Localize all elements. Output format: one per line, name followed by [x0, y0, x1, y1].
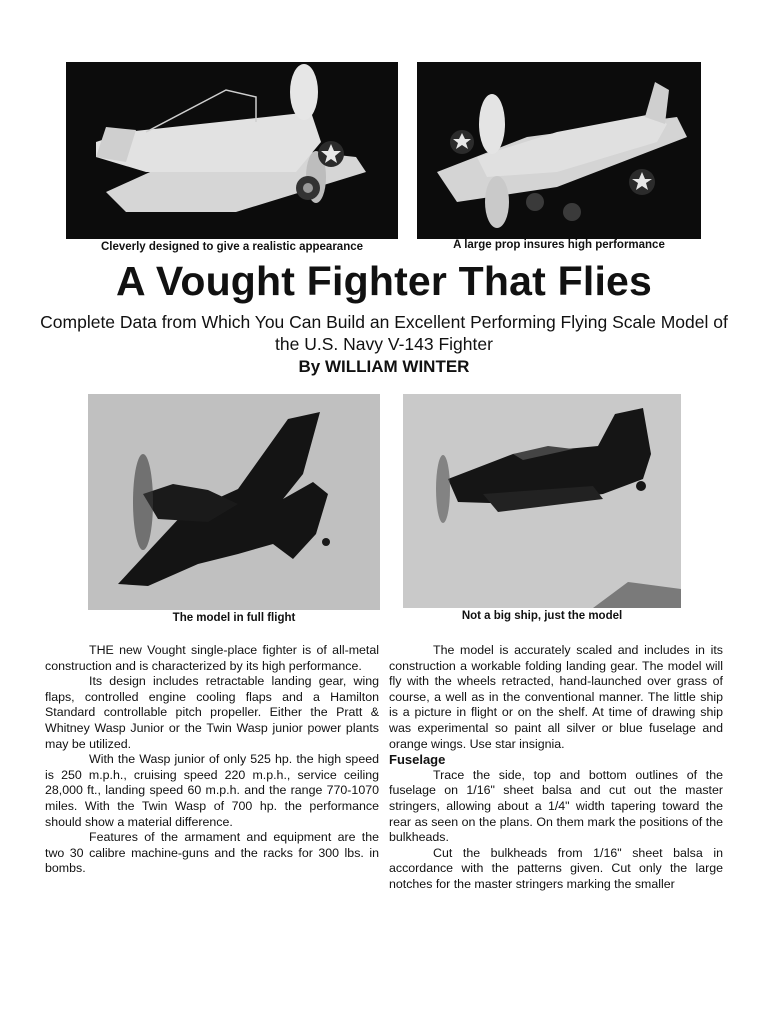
article-title: A Vought Fighter That Flies	[115, 258, 653, 304]
photo-model-small-ship	[403, 394, 681, 608]
paragraph: Cut the bulkheads from 1/16" sheet balsa in accordance with the patterns given. Cut only the large notches for the master stringers marking the smaller	[389, 845, 723, 891]
caption-top-right: A large prop insures high performance	[453, 239, 665, 251]
section-heading-fuselage: Fuselage	[389, 752, 446, 768]
caption-top-left: Cleverly designed to give a realistic appearance	[100, 241, 364, 253]
article-byline: By WILLIAM WINTER	[298, 357, 470, 376]
caption-mid-left: The model in full flight	[172, 612, 296, 624]
photo-model-ground-left	[66, 62, 398, 239]
paragraph: Trace the side, top and bottom outlines of the fuselage on 1/16" sheet balsa and cut out the master stringers, allowing about a 1/4" width tapering toward the rear as seen on the plans. On them mark the positions of the bulkheads.	[389, 767, 723, 845]
caption-mid-right: Not a big ship, just the model	[461, 610, 623, 622]
paragraph: THE new Vought single-place fighter is of all-metal construction and is characterized by its high performance.	[45, 643, 379, 673]
paragraph: Its design includes retractable landing gear, wing flaps, controlled engine cooling flaps and a Hamilton Standard controllable pitch propeller. Either the Pratt & Whitney Wasp Junior or the Twin Wasp junior power plants may be utilized.	[45, 674, 379, 751]
photo-model-full-flight	[88, 394, 380, 610]
photo-model-ground-right	[417, 62, 701, 239]
article-right-column	[389, 643, 723, 893]
article-subtitle: Complete Data from Which You Can Build an Excellent Performing Flying Scale Model of the U.S. Navy V-143 Fighter	[40, 312, 728, 354]
paragraph: Features of the armament and equipment are the two 30 calibre machine-guns and the racks for 300 lbs. in bombs.	[45, 830, 379, 876]
paragraph: With the Wasp junior of only 525 hp. the high speed is 250 m.p.h., cruising speed 220 m.p.h., service ceiling 28,000 ft., landing speed 60 m.p.h. and the range 770-1070 miles. With the Twin Wasp of 700 hp. the performance should show a material difference.	[45, 752, 379, 829]
article-left-column	[45, 643, 379, 877]
paragraph: The model is accurately scaled and includes in its construction a workable folding landing gear. The model will fly with the wheels retracted, hand-launched over grass of course, a well as in the conventional manner. The little ship is a picture in flight or on the shelf. At time of drawing ship was experimental so paint all silver or blue fuselage and orange wings. Use star insignia.	[389, 643, 723, 751]
